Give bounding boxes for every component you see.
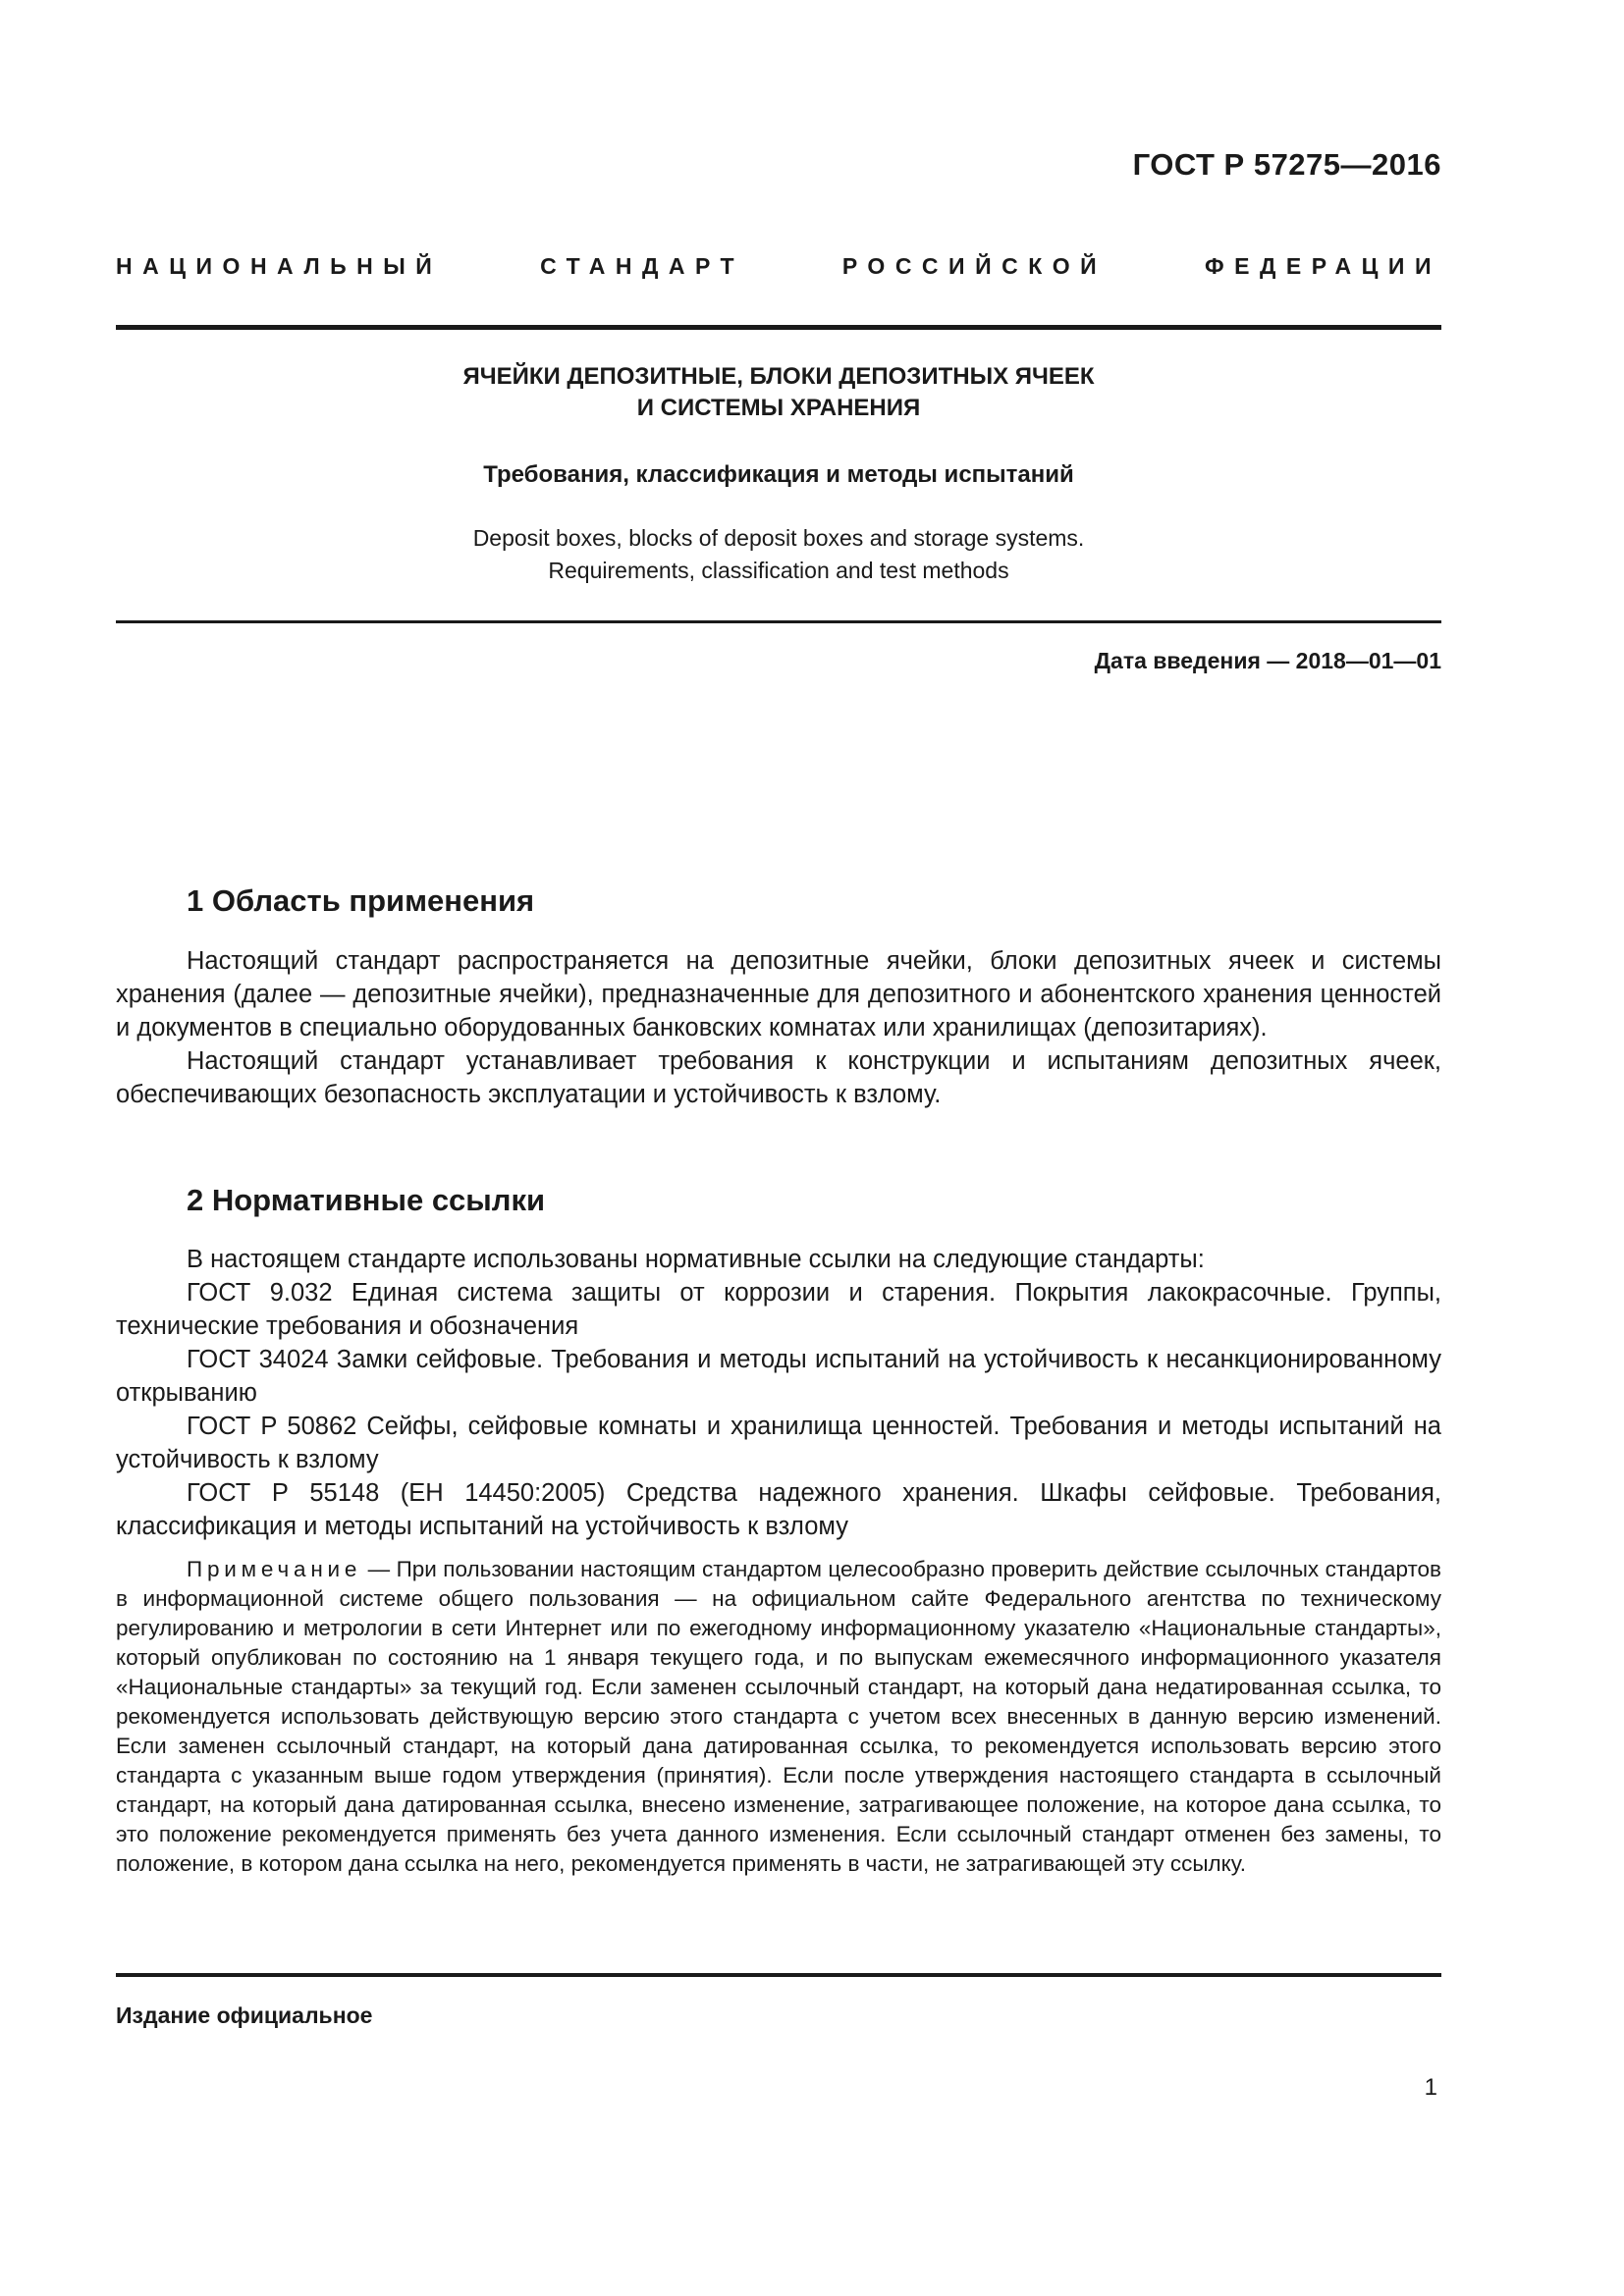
national-standard-banner: НАЦИОНАЛЬНЫЙ СТАНДАРТ РОССИЙСКОЙ ФЕДЕРАЦИИ [116,253,1441,279]
gost-code: ГОСТ Р 57275—2016 [1132,147,1441,182]
section-1-paragraph-1: Настоящий стандарт распространяется на депозитные ячейки, блоки депозитных ячеек и системы хранения (далее — депозитные ячейки), предназначенные для депозитного и абонентского хранения ценностей и документов в специально оборудованных банковских комнатах или хранилищах (депозитариях). [116,947,1441,1041]
official-edition-label: Издание официальное [116,2002,373,2028]
reference-gost-r-55148: ГОСТ Р 55148 (ЕН 14450:2005) Средства надежного хранения. Шкафы сейфовые. Требования, классификация и методы испытаний на устойчивость к взлому [116,1479,1441,1540]
title-en-line1: Deposit boxes, blocks of deposit boxes and storage systems. [472,525,1085,551]
reference-gost-34024: ГОСТ 34024 Замки сейфовые. Требования и методы испытаний на устойчивость к несанкционированному открыванию [116,1346,1441,1407]
title-en-line2: Requirements, classification and test methods [548,558,1009,583]
section-1-body [116,944,1441,1111]
section-2-body [116,1243,1441,1543]
section-1-paragraph-2: Настоящий стандарт устанавливает требования к конструкции и испытаниям депозитных ячеек, обеспечивающих безопасность эксплуатации и устойчивость к взлому. [116,1047,1441,1108]
note-label: Примечание [187,1557,362,1581]
section-2-heading: 2 Нормативные ссылки [187,1183,546,1217]
page-number: 1 [1424,2074,1437,2101]
reference-note [116,1555,1441,1879]
standard-title-ru [116,361,1441,424]
note-text: — При пользовании настоящим стандартом целесообразно проверить действие ссылочных стандартов в информационной системе общего пользования — на официальном сайте Федерального агентства по техническому регулированию и метрологии в сети Интернет или по ежегодному информационному указателю «Национальные стандарты», который опубликован по состоянию на 1 января текущего года, и по выпускам ежемесячного информационного указателя «Национальные стандарты» за текущий год. Если заменен ссылочный стандарт, на который дана недатированная ссылка, то рекомендуется использовать действующую версию этого стандарта с учетом всех внесенных в данную версию изменений. Если заменен ссылочный стандарт, на который дана датированная ссылка, то рекомендуется использовать версию этого стандарта с указанным выше годом утверждения (принятия). Если после утверждения настоящего стандарта в ссылочный стандарт, на который дана датированная ссылка, внесено изменение, затрагивающее положение, на которое дана ссылка, то это положение рекомендуется применять без учета данного изменения. Если ссылочный стандарт отменен без замены, то положение, в котором дана ссылка на него, рекомендуется применять в части, не затрагивающей эту ссылку. [116,1557,1441,1876]
top-rule [116,325,1441,330]
intro-date: Дата введения — 2018—01—01 [1094,648,1441,673]
standard-subtitle-ru: Требования, классификация и методы испытаний [483,461,1074,488]
standard-title-en [116,522,1441,587]
footer-rule [116,1973,1441,1977]
title-bottom-rule [116,620,1441,623]
reference-gost-9-032: ГОСТ 9.032 Единая система защиты от коррозии и старения. Покрытия лакокрасочные. Группы, технические требования и обозначения [116,1279,1441,1340]
section-1-heading: 1 Область применения [187,883,535,918]
section-2-intro: В настоящем стандарте использованы нормативные ссылки на следующие стандарты: [187,1246,1205,1273]
title-ru-line1: ЯЧЕЙКИ ДЕПОЗИТНЫЕ, БЛОКИ ДЕПОЗИТНЫХ ЯЧЕЕК [462,363,1095,390]
reference-gost-r-50862: ГОСТ Р 50862 Сейфы, сейфовые комнаты и хранилища ценностей. Требования и методы испытаний на устойчивость к взлому [116,1413,1441,1473]
title-ru-line2: И СИСТЕМЫ ХРАНЕНИЯ [636,395,921,421]
